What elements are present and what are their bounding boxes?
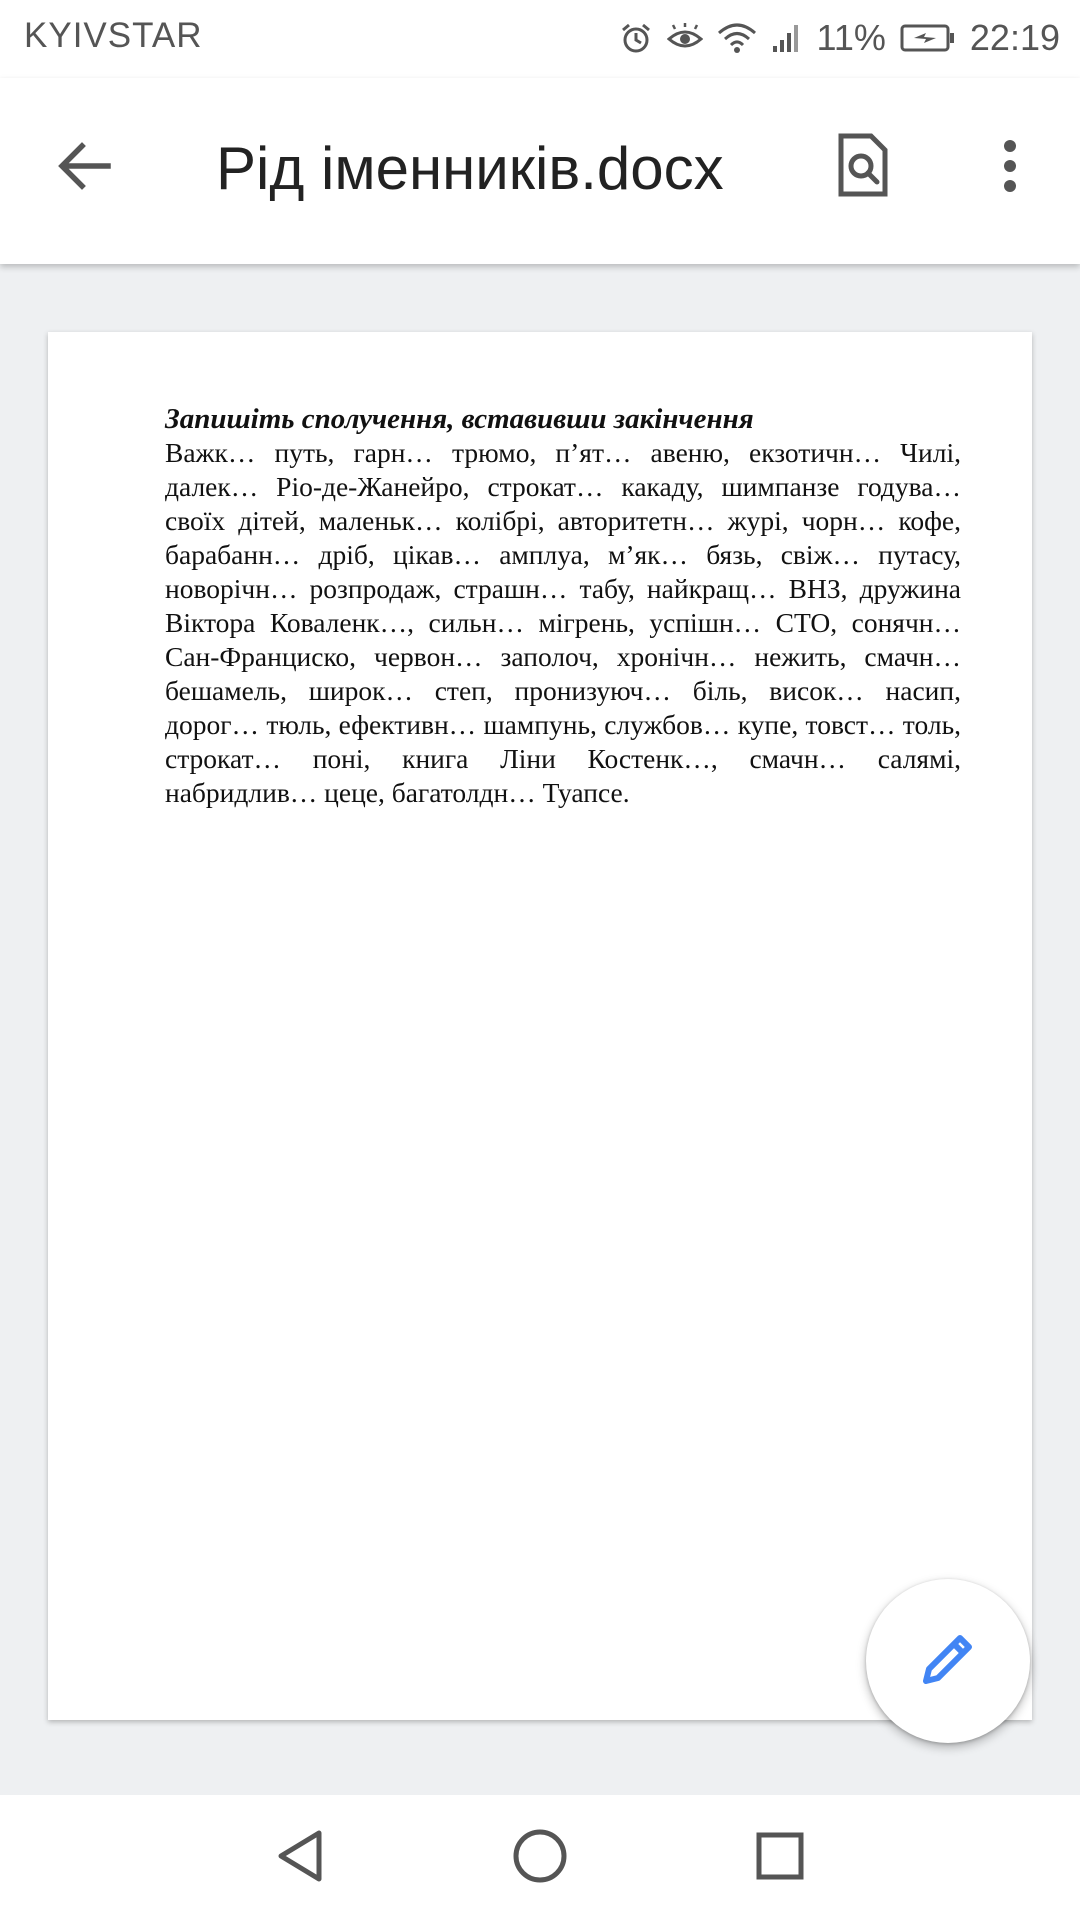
find-in-document-icon: [835, 132, 891, 205]
more-options-button[interactable]: [980, 118, 1040, 218]
document-title: Рід іменників.docx: [216, 135, 724, 202]
alarm-icon: [619, 21, 653, 55]
document-content: [165, 402, 961, 810]
nav-home-icon: [512, 1828, 568, 1889]
battery-percent: 11%: [816, 17, 886, 58]
nav-back-button[interactable]: [260, 1823, 340, 1893]
eye-comfort-icon: [667, 23, 703, 53]
edit-pencil-icon: [918, 1629, 978, 1694]
back-arrow-icon: [56, 140, 112, 197]
edit-button[interactable]: [866, 1579, 1030, 1743]
wifi-icon: [717, 21, 757, 55]
document-heading: Запишіть сполучення, вставивши закінчення: [165, 403, 754, 435]
carrier-name: KYIVSTAR: [24, 16, 203, 55]
navigation-bar: [0, 1795, 1080, 1920]
status-icons: [619, 12, 1060, 64]
find-in-document-button[interactable]: [818, 118, 908, 218]
back-button[interactable]: [44, 128, 124, 208]
signal-icon: [771, 22, 803, 54]
nav-recents-button[interactable]: [740, 1823, 820, 1893]
battery-charging-icon: [900, 23, 956, 53]
nav-recents-icon: [755, 1831, 805, 1886]
document-page[interactable]: [48, 332, 1032, 1720]
document-body-text: Важк… путь, гарн… трюмо, п’ят… авеню, екзотичн… Чилі, далек… Ріо-де-Жанейро, строкат… какаду, шимпанзе годува… своїх дітей, маленьк… колібрі, авторитетн… журі, чорн… кофе, барабанн… дріб, цікав… амплуа, м’як… бязь, свіж… путасу, новорічн… розпродаж, страшн… табу, найкращ… ВНЗ, дружина Віктора Коваленк…, сильн… мігрень, успішн… СТО, сонячн… Сан-Франциско, червон… заполоч, хронічн… нежить, смачн… бешамель, широк… степ, пронизуюч… біль, висок… насип, дорог… тюль, ефективн… шампунь, службов… купе, товст… толь, строкат… поні, книга Ліни Костенк…, смачн… салямі, набридлив… цеце, багатолдн… Туапсе.: [165, 437, 961, 808]
nav-back-icon: [275, 1829, 325, 1888]
app-bar: [0, 78, 1080, 264]
nav-home-button[interactable]: [500, 1823, 580, 1893]
clock: 22:19: [969, 17, 1060, 58]
status-bar: [0, 0, 1080, 78]
more-vert-icon: [1002, 140, 1018, 197]
